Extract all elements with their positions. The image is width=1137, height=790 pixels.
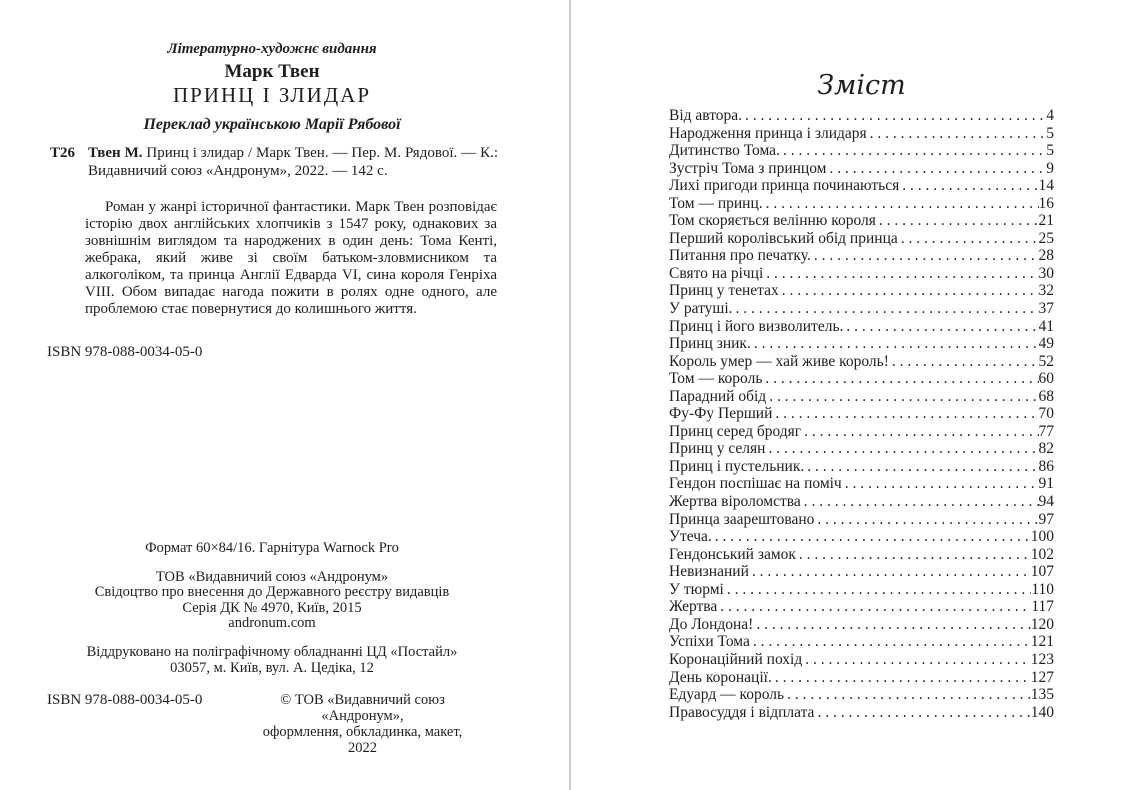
- toc-entry-page: 25: [1038, 229, 1054, 247]
- toc-entry-page: 9: [1046, 159, 1054, 177]
- toc-entry-title: День коронації.: [669, 668, 772, 686]
- toc-entry-title: Парадний обід: [669, 387, 767, 405]
- toc-entry-page: 107: [1030, 563, 1054, 581]
- toc-entry-title: Жертва віроломства: [669, 493, 801, 511]
- toc-entry-page: 123: [1030, 650, 1054, 668]
- toc-entry-page: 41: [1038, 317, 1054, 335]
- toc-entry: [669, 651, 1054, 669]
- toc-entry-page: 120: [1030, 615, 1054, 633]
- toc-entry-page: 86: [1038, 457, 1054, 475]
- dot-leader: [742, 107, 1046, 125]
- publisher-block: [47, 570, 497, 631]
- toc-entry-title: Король умер — хай живе король!: [669, 352, 889, 370]
- toc-entry: [669, 440, 1054, 458]
- dot-leader: [889, 353, 1039, 371]
- toc-entry-page: 14: [1038, 177, 1054, 195]
- toc-entry: [669, 212, 1054, 230]
- toc-entry: [669, 318, 1054, 336]
- copyright-line: © ТОВ «Видавничий союз «Андронум»,: [280, 692, 445, 724]
- catalog-card: [50, 145, 498, 180]
- toc-entry-title: Лихі пригоди принца починаються: [669, 177, 900, 195]
- toc-entry: [669, 177, 1054, 195]
- dot-leader: [801, 493, 1039, 511]
- toc-entry-title: Утеча.: [669, 528, 712, 546]
- toc-entry: [669, 353, 1054, 371]
- toc-entry: [669, 528, 1054, 546]
- toc-entry-page: 110: [1031, 580, 1054, 598]
- dot-leader: [751, 335, 1039, 353]
- toc-entry-title: У тюрмі: [669, 580, 724, 598]
- dot-leader: [763, 195, 1039, 213]
- dot-leader: [802, 651, 1031, 669]
- toc-entry-page: 32: [1038, 282, 1054, 300]
- toc-entry-page: 135: [1030, 686, 1054, 704]
- toc-entry-title: Правосуддя і відплата: [669, 703, 815, 721]
- dot-leader: [762, 370, 1038, 388]
- dot-leader: [843, 318, 1038, 336]
- toc-entry: [669, 704, 1054, 722]
- toc-entry-page: 16: [1038, 194, 1054, 212]
- toc-entry-title: Невизнаний: [669, 563, 749, 581]
- dot-leader: [749, 563, 1031, 581]
- toc-entry-title: Зустріч Тома з принцом: [669, 159, 827, 177]
- toc-entry: [669, 686, 1054, 704]
- toc-entry: [669, 300, 1054, 318]
- toc-entry-page: 127: [1030, 668, 1054, 686]
- toc-entry-title: Народження принца і злидаря: [669, 124, 867, 142]
- toc-entry: [669, 511, 1054, 529]
- toc-entry: [669, 669, 1054, 687]
- book-title: ПРИНЦ І ЗЛИДАР: [172, 83, 371, 107]
- dot-leader: [827, 160, 1047, 178]
- toc-entry-title: У ратуші.: [669, 300, 733, 318]
- toc-entry: [669, 423, 1054, 441]
- toc-entry: [669, 282, 1054, 300]
- dot-leader: [765, 440, 1038, 458]
- toc-entry-page: 97: [1038, 510, 1054, 528]
- toc-list: [669, 107, 1054, 721]
- toc-entry: [669, 546, 1054, 564]
- toc-entry: [669, 493, 1054, 511]
- toc-entry: [669, 370, 1054, 388]
- dot-leader: [753, 616, 1030, 634]
- translator-line: Переклад українською Марії Рябової: [143, 116, 401, 133]
- dot-leader: [876, 212, 1039, 230]
- toc-entry-page: 60: [1038, 370, 1054, 388]
- toc-entry-page: 70: [1038, 405, 1054, 423]
- toc-entry-page: 94: [1038, 493, 1054, 511]
- dot-leader: [766, 388, 1038, 406]
- toc-entry-page: 21: [1038, 212, 1054, 230]
- toc-entry-title: Едуард — король: [669, 686, 785, 704]
- dot-leader: [804, 458, 1038, 476]
- toc-entry-title: Принц і пустельник.: [669, 457, 805, 475]
- toc-entry-title: Від автора.: [669, 107, 743, 124]
- toc-entry-title: Гендон поспішає на поміч: [669, 475, 842, 493]
- toc-entry-title: Принц у тенетах: [669, 282, 779, 300]
- dot-leader: [724, 581, 1031, 599]
- toc-entry: [669, 598, 1054, 616]
- toc-entry: [669, 230, 1054, 248]
- toc-entry: [669, 458, 1054, 476]
- toc-entry: [669, 107, 1054, 125]
- toc-entry-title: Свято на річці: [669, 264, 764, 282]
- annotation-paragraph: Роман у жанрі історичної фантастики. Марк Твен розповідає історію двох англійських хлопчиків з 1547 року, однакових за зовнішнім виглядом та народжених в один день: Тома Кенті, жебрака, який живе зі своїм батьком-зловмисником та алкоголіком, та принца Англії Едварда VI, сина короля Генріха VIII. Обом випадає нагода пожити в ролях одне одного, але проблемою стає повернутися до колишнього життя.: [85, 199, 497, 317]
- dot-leader: [750, 633, 1031, 651]
- publisher-name: ТОВ «Видавничий союз «Андронум»: [155, 569, 389, 585]
- toc-entry-title: Гендонський замок: [669, 545, 796, 563]
- toc-entry: [669, 247, 1054, 265]
- isbn-number: ISBN 978-088-0034-05-0: [47, 344, 203, 360]
- edition-note: Літературно-художнє видання: [167, 41, 377, 57]
- toc-entry-page: 117: [1031, 598, 1054, 616]
- catalog-card-text: [88, 145, 498, 180]
- printer-line: Віддруковано на поліграфічному обладнанні ЦД «Постайл»: [86, 644, 458, 660]
- toc-entry-title: Том — принц.: [669, 194, 763, 212]
- dot-leader: [784, 686, 1031, 704]
- toc-title: Зміст: [817, 70, 906, 101]
- toc-entry-page: 37: [1038, 300, 1054, 318]
- toc-entry-title: Дитинство Тома.: [669, 142, 780, 160]
- toc-entry-page: 30: [1038, 264, 1054, 282]
- toc-entry: [669, 581, 1054, 599]
- toc-entry: [669, 335, 1054, 353]
- toc-entry-page: 100: [1030, 528, 1054, 546]
- toc-entry-page: 82: [1038, 440, 1054, 458]
- toc-entry: [669, 125, 1054, 143]
- printer-address: 03057, м. Київ, вул. А. Цедіка, 12: [170, 659, 374, 676]
- publisher-website: andronum.com: [228, 614, 316, 631]
- dot-leader: [780, 142, 1046, 160]
- isbn-number-bottom: ISBN 978-088-0034-05-0: [47, 692, 203, 708]
- dot-leader: [772, 405, 1038, 423]
- toc-entry: [669, 160, 1054, 178]
- publisher-certificate: Свідоцтво про внесення до Державного реєстру видавців: [94, 584, 450, 601]
- print-block: [47, 645, 497, 676]
- toc-entry-page: 140: [1030, 703, 1054, 721]
- toc-entry: [669, 388, 1054, 406]
- author-name: Марк Твен: [224, 61, 320, 82]
- dot-leader: [898, 230, 1039, 248]
- dot-leader: [779, 282, 1039, 300]
- toc-entry-title: Принц зник.: [669, 335, 751, 353]
- toc-entry-title: Коронаційний похід: [669, 650, 803, 668]
- copyright-block: [250, 692, 475, 756]
- toc-entry-title: Принца заарештовано: [669, 510, 815, 528]
- dot-leader: [811, 247, 1039, 265]
- publisher-series: Серія ДК № 4970, Київ, 2015: [182, 599, 362, 616]
- toc-entry-title: Принц і його визволитель.: [669, 317, 844, 335]
- dot-leader: [801, 423, 1038, 441]
- dot-leader: [899, 177, 1038, 195]
- dot-leader: [867, 125, 1047, 143]
- toc-entry-page: 5: [1046, 124, 1054, 142]
- format-line: Формат 60×84/16. Гарнітура Warnock Pro: [145, 540, 399, 556]
- catalog-card-index: Т26: [50, 145, 76, 161]
- dot-leader: [814, 704, 1030, 722]
- toc-entry: [669, 475, 1054, 493]
- toc-entry-page: 102: [1030, 545, 1054, 563]
- toc-entry-title: Том — король: [669, 370, 763, 388]
- dot-leader: [814, 511, 1038, 529]
- toc-entry: [669, 195, 1054, 213]
- toc-entry: [669, 405, 1054, 423]
- copyright-line: оформлення, обкладинка, макет, 2022: [262, 724, 463, 756]
- toc-entry-title: Жертва: [669, 598, 718, 616]
- toc-entry-page: 52: [1038, 352, 1054, 370]
- toc-entry-title: Принц у селян: [669, 440, 766, 458]
- toc-entry-title: Фу-Фу Перший: [669, 405, 773, 423]
- toc-entry-title: Успіхи Тома: [669, 633, 750, 651]
- dot-leader: [842, 475, 1039, 493]
- dot-leader: [717, 598, 1031, 616]
- toc-entry-title: Перший королівський обід принца: [669, 229, 898, 247]
- toc-entry-page: 5: [1046, 142, 1054, 160]
- toc-entry-title: Том скоряється велінню короля: [669, 212, 876, 230]
- dot-leader: [733, 300, 1039, 318]
- toc-entry-page: 121: [1030, 633, 1054, 651]
- toc-entry: [669, 633, 1054, 651]
- toc-entry-title: Питання про печатку.: [669, 247, 811, 265]
- toc-entry-page: 68: [1038, 387, 1054, 405]
- dot-leader: [712, 528, 1031, 546]
- toc-entry-page: 28: [1038, 247, 1054, 265]
- dot-leader: [796, 546, 1031, 564]
- toc-entry-title: До Лондона!: [669, 615, 754, 633]
- dot-leader: [763, 265, 1038, 283]
- toc-entry: [669, 616, 1054, 634]
- toc-entry-page: 4: [1046, 107, 1054, 124]
- toc-entry-page: 91: [1038, 475, 1054, 493]
- toc-entry-title: Принц серед бродяг: [669, 422, 802, 440]
- catalog-card-author: Твен М.: [88, 145, 143, 161]
- dot-leader: [772, 669, 1031, 687]
- toc-entry-page: 77: [1038, 422, 1054, 440]
- toc-entry: [669, 142, 1054, 160]
- catalog-card-description: Принц і злидар / Марк Твен. — Пер. М. Рядової. — К.: Видавничий союз «Андронум», 2022. — 142 с.: [88, 145, 498, 179]
- toc-entry-page: 49: [1038, 335, 1054, 353]
- toc-entry: [669, 563, 1054, 581]
- toc-entry: [669, 265, 1054, 283]
- table-of-contents-page: [571, 0, 1137, 790]
